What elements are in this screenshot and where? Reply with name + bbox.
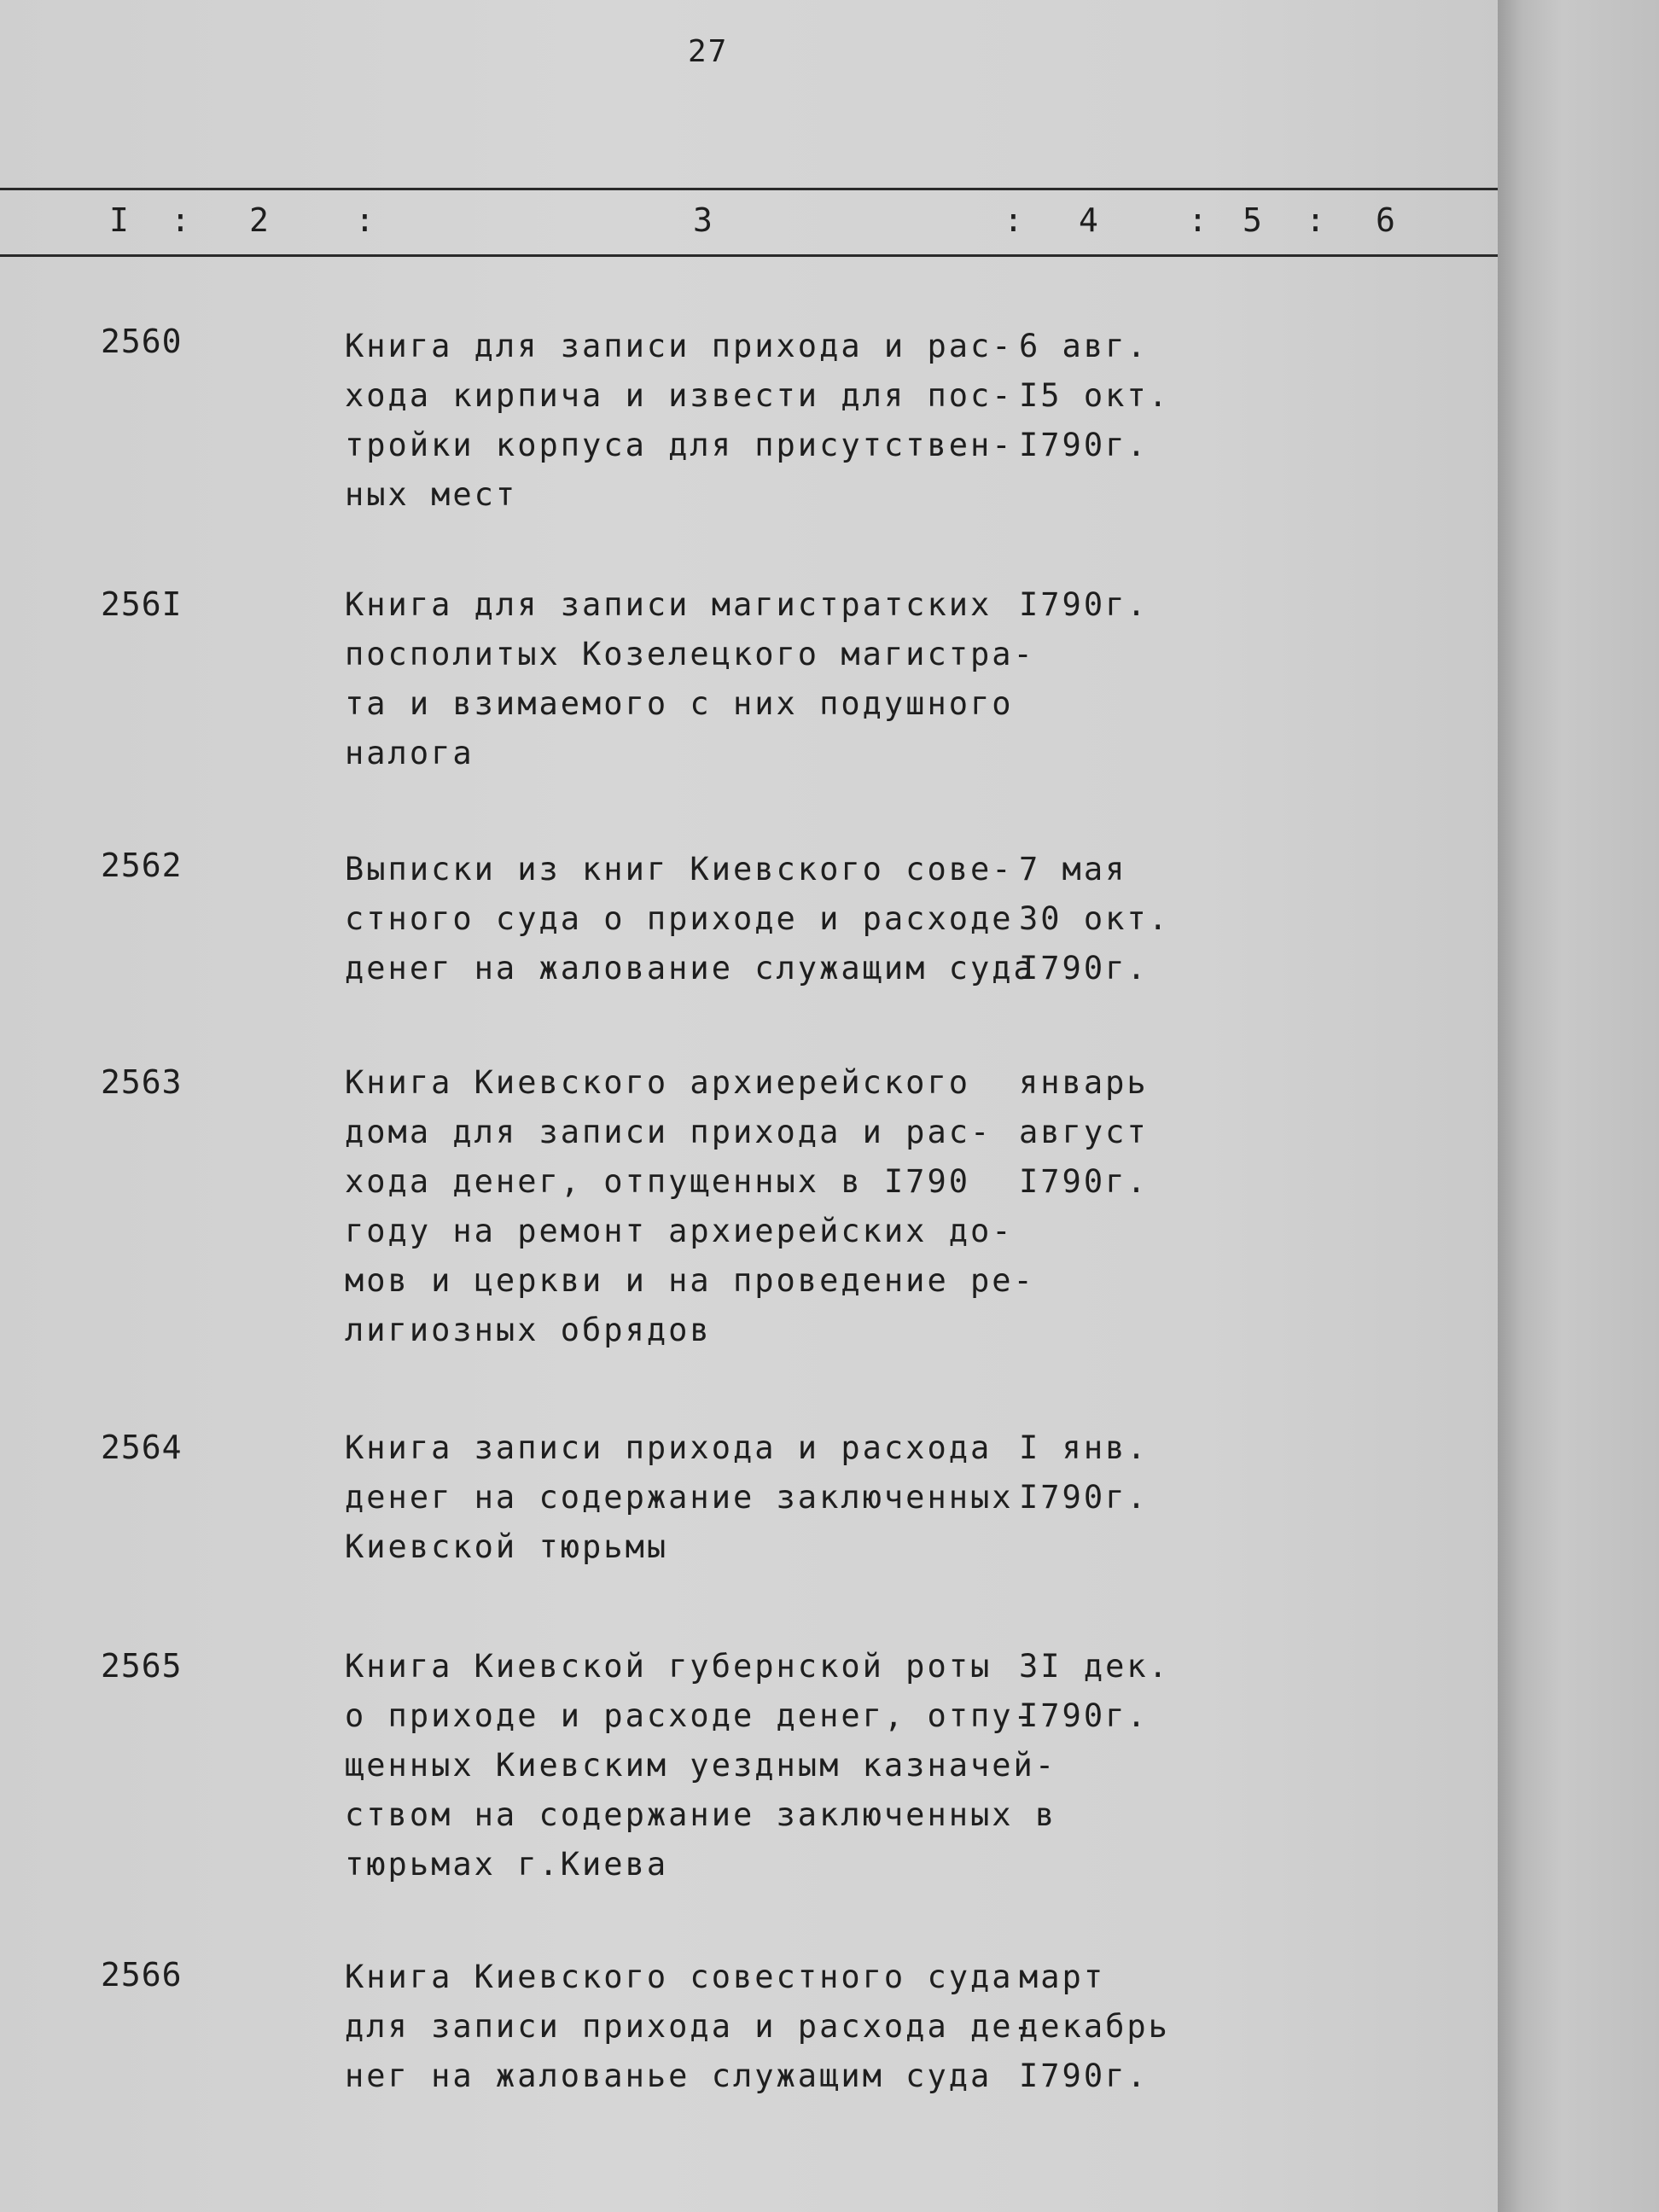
entry-number: 256I	[101, 585, 183, 623]
entry-dates: I янв. I790г.	[1019, 1429, 1149, 1516]
entry-description: Книга записи прихода и расхода денег на содержание заключенных Киевской тюрьмы	[345, 1429, 1014, 1565]
column-header-4: 4	[1079, 201, 1098, 239]
column-header-5: 5	[1243, 201, 1262, 239]
column-separator: :	[1306, 201, 1325, 239]
column-header-6: 6	[1376, 201, 1395, 239]
column-separator: :	[355, 201, 375, 239]
column-header-3: 3	[693, 201, 713, 239]
column-header-2: 2	[249, 201, 269, 239]
entry-dates: I790г.	[1019, 586, 1149, 623]
entry-dates: 6 авг. I5 окт. I790г.	[1019, 328, 1170, 463]
header-rule-bottom	[0, 254, 1498, 257]
page-number: 27	[688, 34, 729, 69]
entry-number: 2563	[101, 1063, 183, 1101]
entry-number: 2564	[101, 1429, 183, 1466]
entry-dates: 3I дек. I790г.	[1019, 1648, 1170, 1734]
entry-dates: 7 мая 30 окт. I790г.	[1019, 851, 1170, 987]
entry-description: Книга Киевского совестного суда для записи прихода и расхода де- нег на жалованье служащим суда	[345, 1959, 1035, 2094]
column-separator: :	[171, 201, 190, 239]
column-separator: :	[1188, 201, 1208, 239]
entry-number: 2560	[101, 323, 183, 360]
entry-description: Книга для записи магистратских посполитых Козелецкого магистра- та и взимаемого с них подушного налога	[345, 586, 1035, 771]
entry-number: 2566	[101, 1956, 183, 1994]
entry-number: 2562	[101, 847, 183, 884]
header-rule-top	[0, 188, 1498, 190]
column-header-1: I	[109, 201, 129, 239]
entry-dates: январь август I790г.	[1019, 1064, 1149, 1200]
entry-description: Книга для записи прихода и рас- хода кирпича и извести для пос- тройки корпуса для присутствен- ных мест	[345, 328, 1014, 513]
entry-description: Книга Киевской губернской роты о приходе и расходе денег, отпу- щенных Киевским уездным казначей- ством на содержание заключенных тюрьмах г.Киева	[345, 1648, 1057, 1883]
entry-description: Выписки из книг Киевского сове- стного суда о приходе и расходе денег на жалование служащим суда	[345, 851, 1035, 987]
entry-dates: март декабрь I790г.	[1019, 1959, 1170, 2094]
entry-number: 2565	[101, 1647, 183, 1685]
column-separator: :	[1004, 201, 1023, 239]
page-fold-shadow	[1498, 0, 1659, 2212]
entry-description: Книга Киевского архиерейского дома для записи прихода и рас- хода денег, отпущенных в I790 году на ремонт архиерейских до- мов и церкви и на проведение ре- лигиозных обрядов	[345, 1064, 1035, 1348]
